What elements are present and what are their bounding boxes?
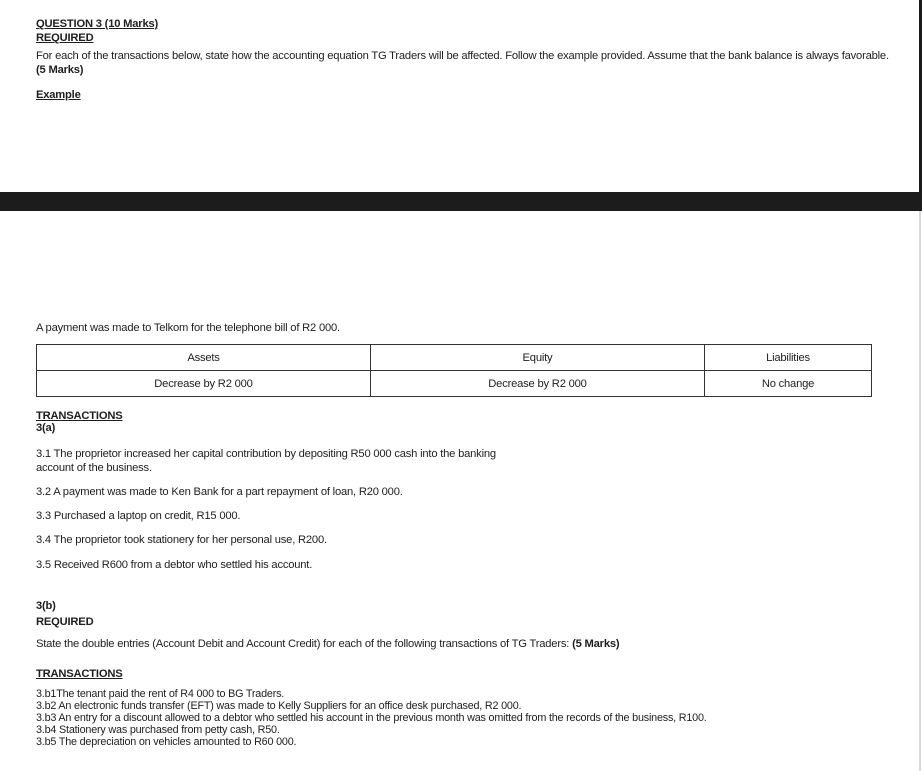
value-assets: Decrease by R2 000 xyxy=(37,371,371,397)
transaction-3-5: 3.5 Received R600 from a debtor who settled his account. xyxy=(36,559,313,571)
transaction-3-b1: 3.b1The tenant paid the rent of R4 000 to BG Traders. xyxy=(36,688,285,700)
table-row xyxy=(37,371,872,397)
part-b-marks: (5 Marks) xyxy=(572,638,620,650)
accounting-equation-table xyxy=(36,344,872,397)
question-title: QUESTION 3 (10 Marks) xyxy=(36,18,159,30)
required-heading: REQUIRED xyxy=(36,32,94,44)
part-b-instruction xyxy=(36,638,619,650)
example-heading: Example xyxy=(36,89,81,101)
transaction-3-b3: 3.b3 An entry for a discount allowed to a debtor who settled his account in the previous month was omitted from the records of the business, R100. xyxy=(36,712,707,724)
transaction-3-3: 3.3 Purchased a laptop on credit, R15 000. xyxy=(36,510,241,522)
example-description: A payment was made to Telkom for the telephone bill of R2 000. xyxy=(36,322,340,334)
header-equity: Equity xyxy=(371,345,705,371)
transaction-3-2: 3.2 A payment was made to Ken Bank for a part repayment of loan, R20 000. xyxy=(36,486,403,498)
transaction-3-b2: 3.b2 An electronic funds transfer (EFT) was made to Kelly Suppliers for an office desk purchased, R2 000. xyxy=(36,700,522,712)
part-b-label: 3(b) xyxy=(36,600,56,612)
transaction-3-1-line1: 3.1 The proprietor increased her capital contribution by depositing R50 000 cash into the banking xyxy=(36,448,496,460)
page-separator-band xyxy=(0,192,922,211)
table-header-row xyxy=(37,345,872,371)
marks-label: (5 Marks) xyxy=(36,64,84,76)
value-equity: Decrease by R2 000 xyxy=(371,371,705,397)
header-assets: Assets xyxy=(37,345,371,371)
part-a-label: 3(a) xyxy=(36,422,56,434)
transaction-3-4: 3.4 The proprietor took stationery for her personal use, R200. xyxy=(36,534,327,546)
transaction-3-b5: 3.b5 The depreciation on vehicles amounted to R60 000. xyxy=(36,736,297,748)
value-liabilities: No change xyxy=(705,371,872,397)
transaction-3-b4: 3.b4 Stationery was purchased from petty cash, R50. xyxy=(36,724,280,736)
page-edge-lower xyxy=(919,210,921,771)
transactions-heading-b: TRANSACTIONS xyxy=(36,668,123,680)
transactions-heading-a: TRANSACTIONS xyxy=(36,410,123,422)
instruction-text: For each of the transactions below, state how the accounting equation TG Traders will be affected. Follow the example provided. Assume that the bank balance is always favorable. xyxy=(36,50,889,62)
transaction-3-1-line2: account of the business. xyxy=(36,462,152,474)
header-liabilities: Liabilities xyxy=(705,345,872,371)
required-heading-b: REQUIRED xyxy=(36,616,94,628)
part-b-instruction-text: State the double entries (Account Debit and Account Credit) for each of the following transactions of TG Traders: xyxy=(36,638,570,650)
